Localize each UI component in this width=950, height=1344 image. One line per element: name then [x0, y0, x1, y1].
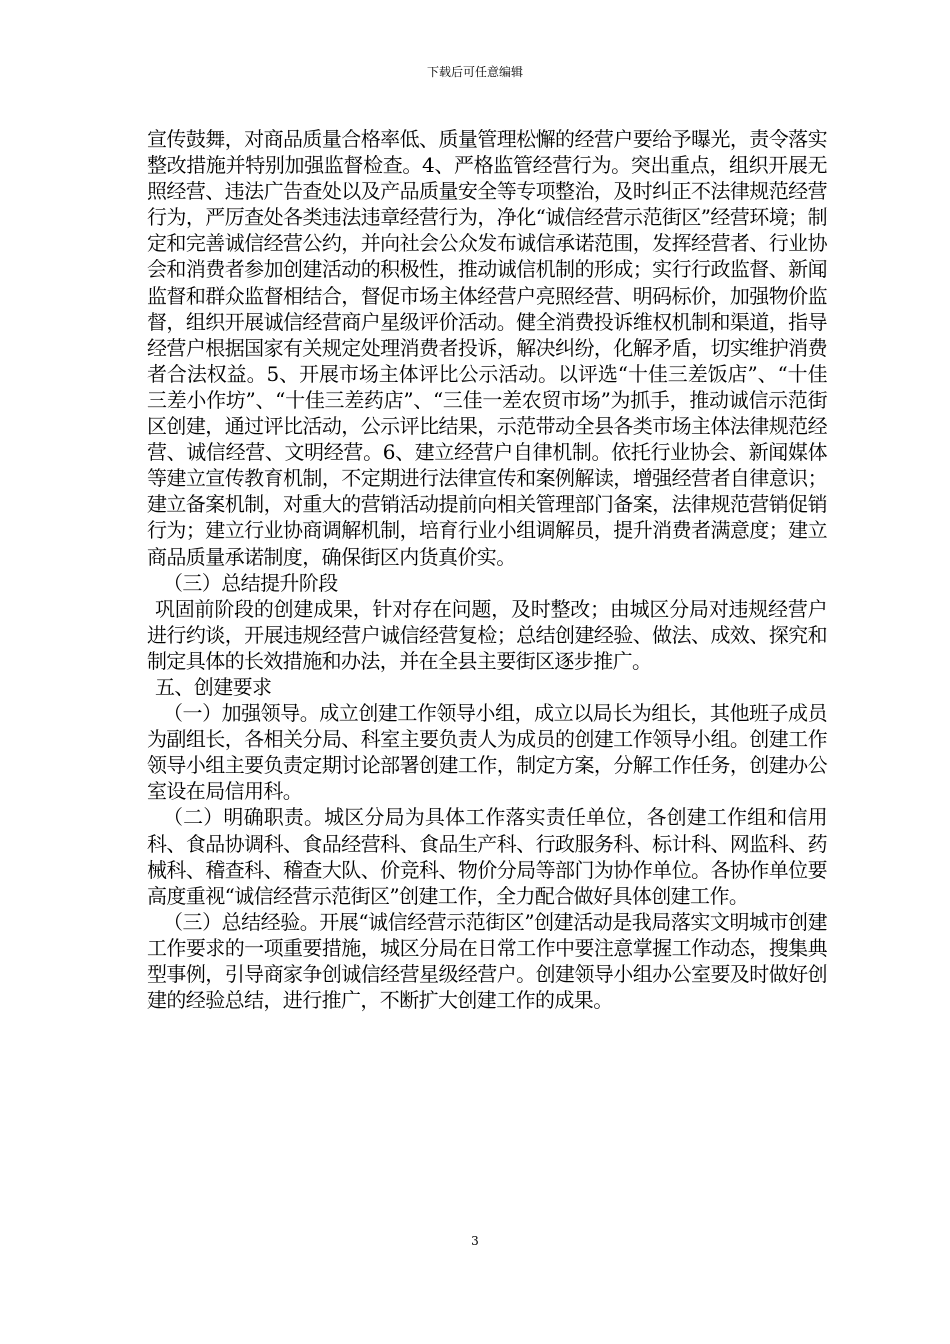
page-header: 下载后可任意编辑	[426, 65, 523, 79]
document-body	[147, 126, 827, 1013]
section-heading-summary-stage: （三）总结提升阶段	[163, 570, 338, 595]
paragraph-continued-measures: 宣传鼓舞，对商品质量合格率低、质量管理松懈的经营户要给予曝光，责令落实整改措施并特别加强监督检查。4、严格监管经营行为。突出重点，组织开展无照经营、违法广告查处以及产品质量安全等专项整治，及时纠正不法律规范经营行为，严厉查处各类违法违章经营行为，净化“诚信经营示范街区”经营环境；制定和完善诚信经营公约，并向社会公众发布诚信承诺范围，发挥经营者、行业协会和消费者参加创建活动的积极性，推动诚信机制的形成；实行行政监督、新闻监督和群众监督相结合，督促市场主体经营户亮照经营、明码标价，加强物价监督，组织开展诚信经营商户星级评价活动。健全消费投诉维权机制和渠道，指导经营户根据国家有关规定处理消费者投诉，解决纠纷，化解矛盾，切实维护消费者合法权益。5、开展市场主体评比公示活动。以评选“十佳三差饭店”、“十佳三差小作坊”、“十佳三差药店”、“三佳一差农贸市场”为抓手，推动诚信示范街区创建，通过评比活动，公示评比结果，示范带动全县各类市场主体法律规范经营、诚信经营、文明经营。6、建立经营户自律机制。依托行业协会、新闻媒体等建立宣传教育机制，不定期进行法律宣传和案例解读，增强经营者自律意识；建立备案机制，对重大的营销活动提前向相关管理部门备案，法律规范营销促销行为；建立行业协商调解机制，培育行业小组调解员，提升消费者满意度；建立商品质量承诺制度，确保街区内货真价实。	[147, 127, 827, 569]
paragraph-summary-stage: 巩固前阶段的创建成果，针对存在问题，及时整改；由城区分局对违规经营户进行约谈，开展违规经营户诚信经营复检；总结创建经验、做法、成效、探究和制定具体的长效措施和办法，并在全县主要街区逐步推广。	[147, 596, 827, 673]
paragraph-strengthen-leadership: （一）加强领导。成立创建工作领导小组，成立以局长为组长，其他班子成员为副组长，各相关分局、科室主要负责人为成员的创建工作领导小组。创建工作领导小组主要负责定期讨论部署创建工作，制定方案，分解工作任务，创建办公室设在局信用科。	[147, 701, 827, 804]
page-number: 3	[471, 1234, 479, 1248]
paragraph-clarify-duties: （二）明确职责。城区分局为具体工作落实责任单位，各创建工作组和信用科、食品协调科、食品经营科、食品生产科、行政服务科、标计科、网监科、药械科、稽查科、稽查大队、价竞科、物价分局等部门为协作单位。各协作单位要高度重视“诚信经营示范街区”创建工作，全力配合做好具体创建工作。	[147, 805, 827, 908]
section-heading-requirements: 五、创建要求	[155, 674, 272, 699]
paragraph-summarize-experience: （三）总结经验。开展“诚信经营示范街区”创建活动是我局落实文明城市创建工作要求的一项重要措施，城区分局在日常工作中要注意掌握工作动态，搜集典型事例，引导商家争创诚信经营星级经营户。创建领导小组办公室要及时做好创建的经验总结，进行推广，不断扩大创建工作的成果。	[147, 909, 827, 1013]
